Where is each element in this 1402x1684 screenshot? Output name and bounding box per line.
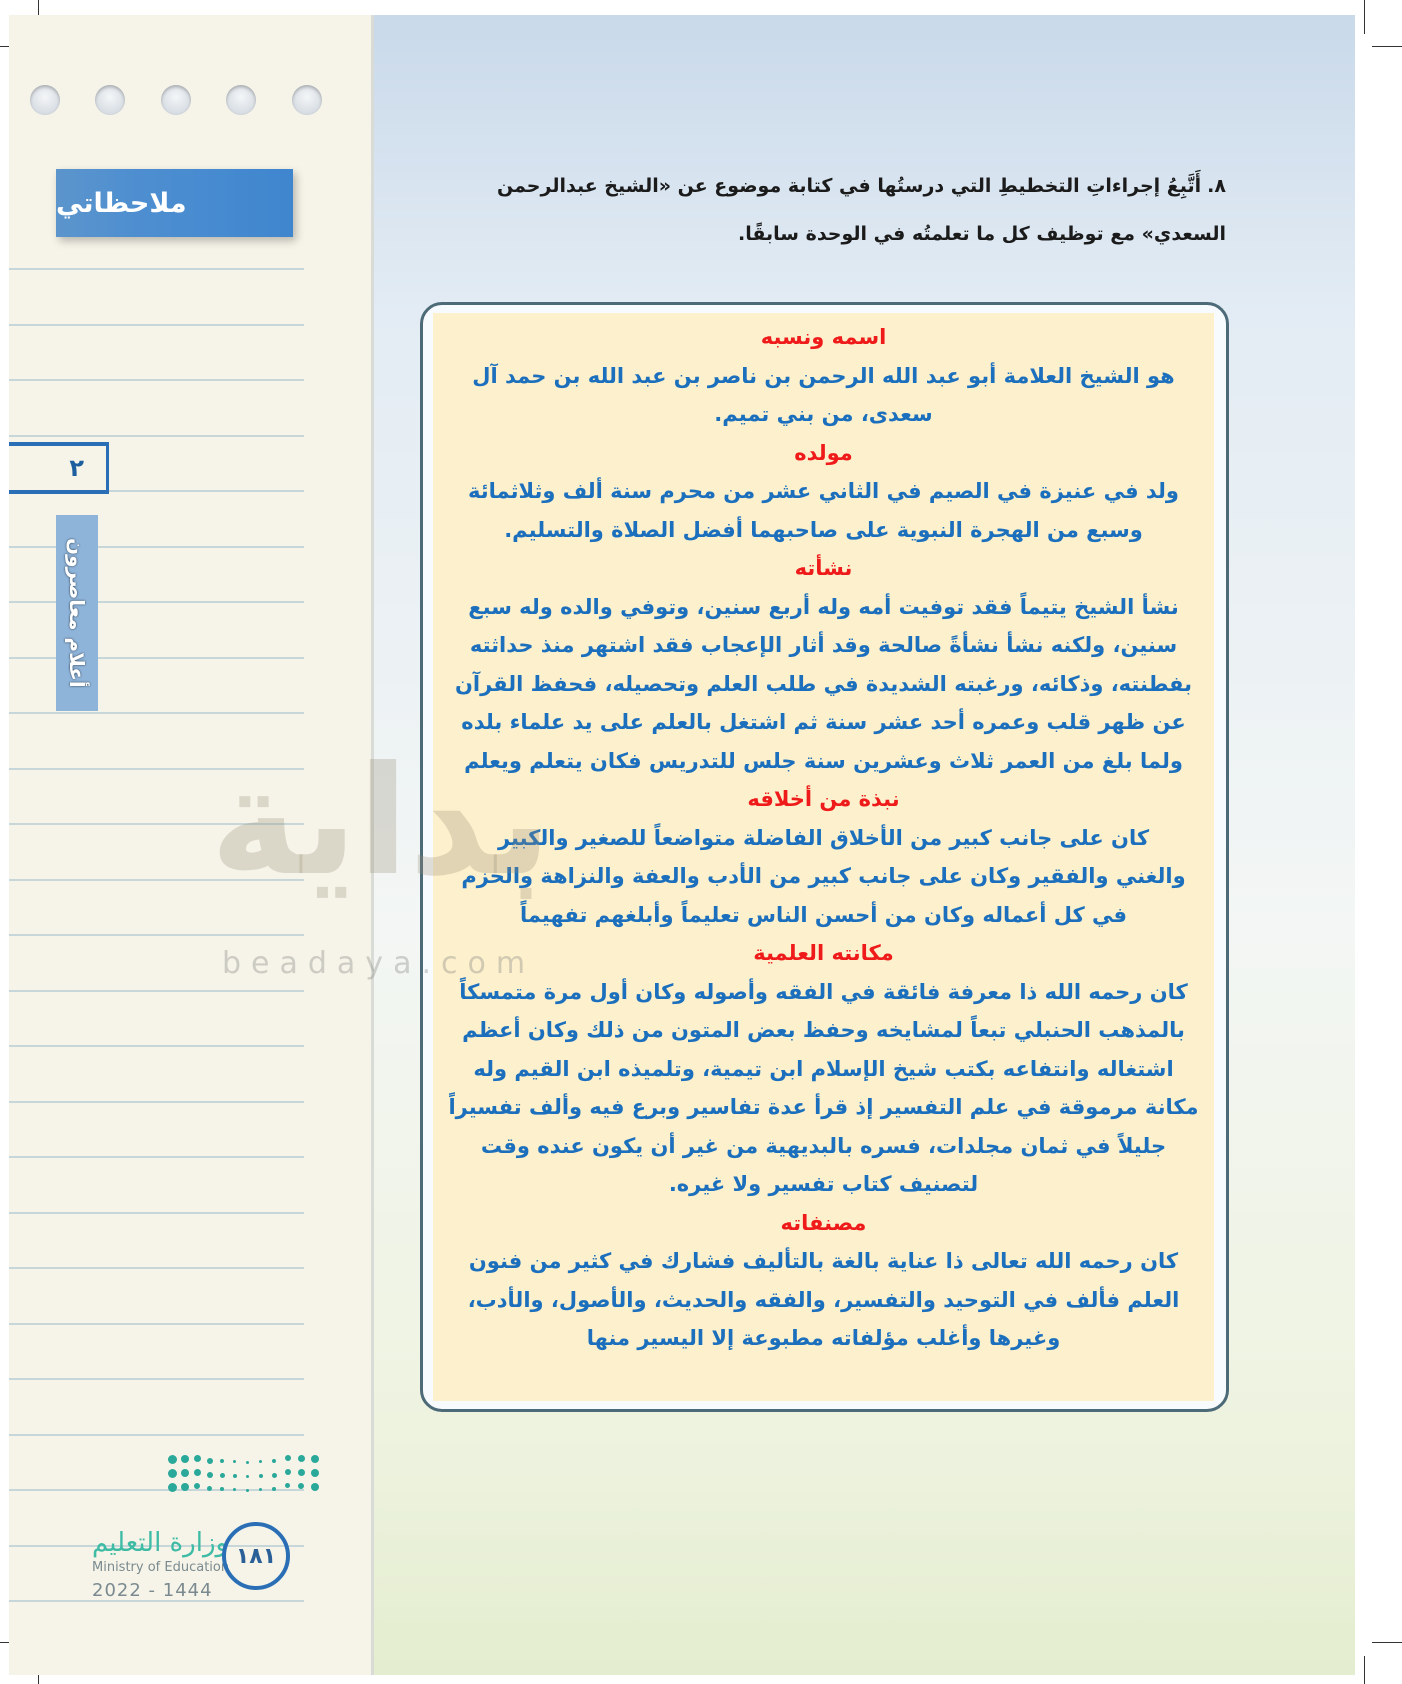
crop-mark <box>1364 1656 1365 1684</box>
crop-mark <box>1364 0 1365 34</box>
ministry-logo-dots-icon <box>168 1455 328 1507</box>
ruled-line <box>9 1101 304 1103</box>
binder-hole-icon <box>95 85 125 115</box>
logo-dot <box>233 1474 237 1478</box>
logo-dot <box>233 1488 236 1491</box>
section-heading: مكانته العلمية <box>753 941 894 965</box>
article-content <box>433 318 1214 1358</box>
ruled-line <box>9 879 304 881</box>
ruled-line <box>9 768 304 770</box>
section-line: عن ظهر قلب وعمره أحد عشر سنة ثم اشتغل بالعلم على يد علماء بلده <box>461 710 1186 734</box>
ruled-line <box>9 1156 304 1158</box>
logo-dot <box>298 1455 305 1462</box>
crop-mark <box>1372 46 1402 47</box>
section-line: وغيرها وأغلب مؤلفاته مطبوعة إلا اليسير منها <box>586 1326 1061 1350</box>
section-heading: مولده <box>794 440 853 465</box>
logo-dot <box>246 1475 249 1478</box>
article-box-fill <box>433 313 1214 1401</box>
section-line: ولما بلغ من العمر ثلاث وعشرين سنة جلس للتدريس فكان يتعلم ويعلم <box>464 748 1183 773</box>
section-line: هو الشيخ العلامة أبو عبد الله الرحمن بن ناصر بن عبد الله بن حمد آل <box>472 363 1175 388</box>
crop-mark <box>1372 1642 1402 1643</box>
logo-dot <box>298 1483 304 1489</box>
logo-dot <box>207 1486 212 1491</box>
question-number: ٨. <box>1207 175 1226 197</box>
ruled-line <box>9 435 304 437</box>
logo-dot <box>220 1487 224 1491</box>
watermark-logo: بداية <box>210 735 552 909</box>
logo-dot <box>272 1473 277 1478</box>
logo-dot <box>168 1469 177 1478</box>
section-heading: نشأته <box>794 556 853 580</box>
logo-dot <box>181 1469 189 1477</box>
binder-hole-icon <box>226 85 256 115</box>
ruled-line <box>9 324 304 326</box>
binder-hole-icon <box>30 85 60 115</box>
binder-hole-icon <box>161 85 191 115</box>
chapter-number: ٢ <box>9 442 109 494</box>
logo-dot <box>272 1459 276 1463</box>
ruled-line <box>9 1267 304 1269</box>
notes-margin <box>9 15 374 1675</box>
logo-dot <box>168 1483 177 1492</box>
logo-dot <box>181 1455 189 1463</box>
section-heading: مصنفاته <box>780 1210 867 1235</box>
logo-dot <box>311 1483 319 1491</box>
ruled-line <box>9 990 304 992</box>
logo-dot <box>220 1459 224 1463</box>
ruled-line <box>9 712 304 714</box>
binder-hole-icon <box>292 85 322 115</box>
notes-tab-label: ملاحظاتي <box>56 187 187 219</box>
ruled-line <box>9 1378 304 1380</box>
ruled-line <box>9 823 304 825</box>
unit-label-text: أعلام معاصرون <box>65 538 89 688</box>
logo-dot <box>168 1455 177 1464</box>
section-line: العلم فألف في التوحيد والتفسير، والفقه والحديث، والأصول، والأدب، <box>467 1287 1180 1312</box>
logo-dot <box>207 1458 213 1464</box>
ruled-line <box>9 1323 304 1325</box>
logo-dot <box>246 1461 249 1464</box>
ruled-line <box>9 268 304 270</box>
unit-label <box>56 515 98 711</box>
logo-dot <box>194 1455 201 1462</box>
section-line: مكانة مرموقة في علم التفسير إذ قرأ عدة تفاسير وبرع فيه وألف تفسيراً <box>448 1095 1199 1119</box>
logo-dot <box>181 1483 189 1491</box>
ruled-line <box>9 379 304 381</box>
ruled-line <box>9 934 304 936</box>
section-line: سنين، ولكنه نشأ نشأةً صالحة وقد أثار الإعجاب فقد اشتهر منذ حداثته <box>469 633 1178 657</box>
section-line: في كل أعماله وكان من أحسن الناس تعليماً وأبلغهم تفهيماً <box>519 902 1128 927</box>
logo-dot <box>259 1474 263 1478</box>
watermark-url: beadaya.com <box>222 946 536 981</box>
ruled-line <box>9 1045 304 1047</box>
ruled-line <box>9 546 304 548</box>
ruled-line <box>9 1212 304 1214</box>
section-line: والغني والفقير وكان على جانب كبير من الأدب والعفة والنزاهة والحزم <box>461 864 1186 888</box>
notes-tab <box>56 169 293 237</box>
logo-dot <box>233 1460 236 1463</box>
section-line: نشأ الشيخ يتيماً فقد توفيت أمه وله أربع سنين، وتوفي والده وله سبع <box>468 594 1179 619</box>
question-text: أَتَّبِعُ إجراءاتِ التخطيطِ التي درستُها في كتابة موضوع عن «الشيخ عبدالرحمن السعدي» مع توظيف كل ما تعلمتُه في الوحدة سابقًا. <box>496 175 1226 245</box>
article-box <box>420 302 1229 1412</box>
logo-dot <box>311 1469 319 1477</box>
logo-dot <box>246 1489 249 1492</box>
logo-dot <box>272 1487 276 1491</box>
logo-dot <box>207 1472 213 1478</box>
question <box>410 162 1226 258</box>
section-line: بالمذهب الحنبلي تبعاً لمشايخه وحفظ بعض المتون من ذلك وكان أعظم <box>462 1018 1185 1042</box>
section-line: جليلاً في ثمان مجلدات، فسره بالبديهية من غير أن يكون عنده وقت <box>480 1133 1167 1158</box>
section-line: وسبع من الهجرة النبوية على صاحبهما أفضل الصلاة والتسليم. <box>504 517 1143 542</box>
ruled-line <box>9 601 304 603</box>
logo-dot <box>194 1483 200 1489</box>
section-line: اشتغاله وانتفاعه بكتب شيخ الإسلام ابن تيمية، وتلميذه ابن القيم وله <box>473 1056 1174 1081</box>
logo-dot <box>298 1469 305 1476</box>
logo-dot <box>194 1469 201 1476</box>
ruled-line <box>9 1434 304 1436</box>
ministry-name-ar: وزارة التعليم <box>92 1528 229 1558</box>
section-line: سعدى، من بني تميم. <box>714 402 933 426</box>
section-line: كان رحمه الله ذا معرفة فائقة في الفقه وأصوله وكان أول مرة متمسكاً <box>459 979 1188 1004</box>
section-line: لتصنيف كتاب تفسير ولا غيره. <box>668 1172 979 1196</box>
ministry-name-en: Ministry of Education <box>92 1560 230 1575</box>
section-line: كان على جانب كبير من الأخلاق الفاضلة متواضعاً للصغير والكبير <box>497 825 1150 850</box>
page-number: ١٨١ <box>222 1522 290 1590</box>
logo-dot <box>311 1455 319 1463</box>
logo-dot <box>259 1460 262 1463</box>
logo-dot <box>259 1488 262 1491</box>
logo-dot <box>285 1469 291 1475</box>
section-line: بفطنته، وذكائه، ورغبته الشديدة في طلب العلم وتحصيله، فحفظ القرآن <box>454 671 1193 696</box>
ruled-line <box>9 657 304 659</box>
section-line: ولد في عنيزة في الصيم في الثاني عشر من محرم سنة ألف وثلاثمائة <box>468 479 1179 503</box>
logo-dot <box>285 1483 290 1488</box>
section-heading: نبذة من أخلاقه <box>747 787 900 811</box>
logo-dot <box>285 1455 291 1461</box>
edition-year: 2022 - 1444 <box>92 1580 213 1601</box>
logo-dot <box>220 1473 225 1478</box>
section-line: كان رحمه الله تعالى ذا عناية بالغة بالتأليف فشارك في كثير من فنون <box>468 1249 1179 1273</box>
section-heading: اسمه ونسبه <box>760 325 887 349</box>
